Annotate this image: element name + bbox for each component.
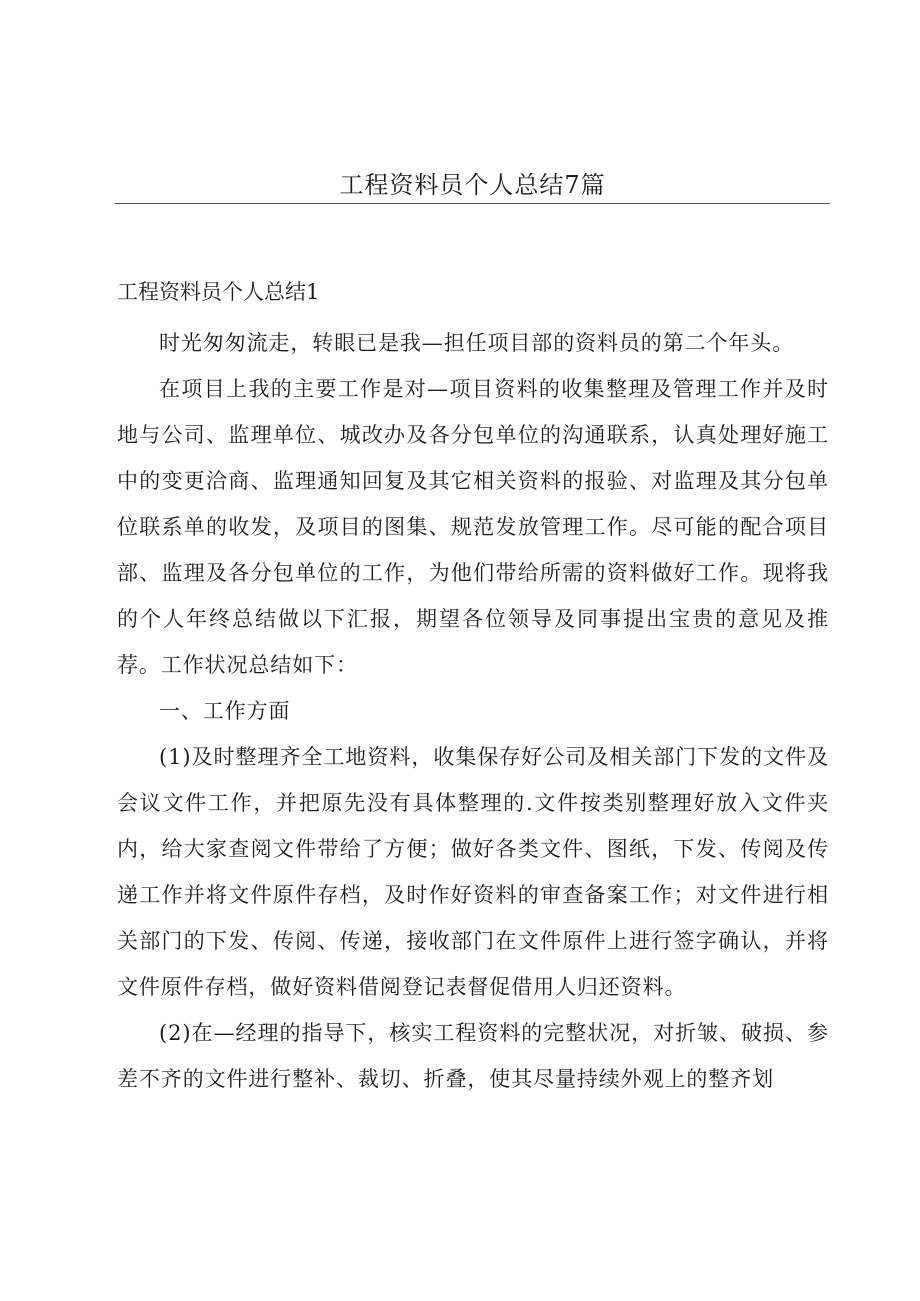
paragraph-intro: 时光匆匆流走，转眼已是我—担任项目部的资料员的第二个年头。 bbox=[159, 331, 795, 355]
paragraph-item-2: (2)在—经理的指导下，核实工程资料的完整状况，对折皱、破损、参差不齐的文件进行整补、裁切、折叠，使其尽量持续外观上的整齐划 bbox=[117, 1021, 829, 1091]
subheading-work: 一、工作方面 bbox=[159, 699, 291, 723]
document-title: 工程资料员个人总结7篇 bbox=[339, 171, 606, 199]
paragraph-item-1: (1)及时整理齐全工地资料，收集保存好公司及相关部门下发的文件及会议文件工作，并把原先没有具体整理的.文件按类别整理好放入文件夹内，给大家查阅文件带给了方便；做好各类文件、图纸，下发、传阅及传递工作并将文件原件存档，及时作好资料的审查备案工作；对文件进行相关部门的下发、传阅、传递，接收部门在文件原件上进行签字确认，并将文件原件存档，做好资料借阅登记表督促借用人归还资料。 bbox=[117, 745, 829, 999]
paragraph-responsibilities: 在项目上我的主要工作是对—项目资料的收集整理及管理工作并及时地与公司、监理单位、城改办及各分包单位的沟通联系，认真处理好施工中的变更洽商、监理通知回复及其它相关资料的报验、对监理及其分包单位联系单的收发，及项目的图集、规范发放管理工作。尽可能的配合项目部、监理及各分包单位的工作，为他们带给所需的资料做好工作。现将我的个人年终总结做以下汇报，期望各位领导及同事提出宝贵的意见及推荐。工作状况总结如下： bbox=[117, 377, 829, 677]
title-underline bbox=[115, 203, 830, 204]
section-heading: 工程资料员个人总结1 bbox=[117, 280, 320, 304]
body-text bbox=[117, 320, 829, 1102]
